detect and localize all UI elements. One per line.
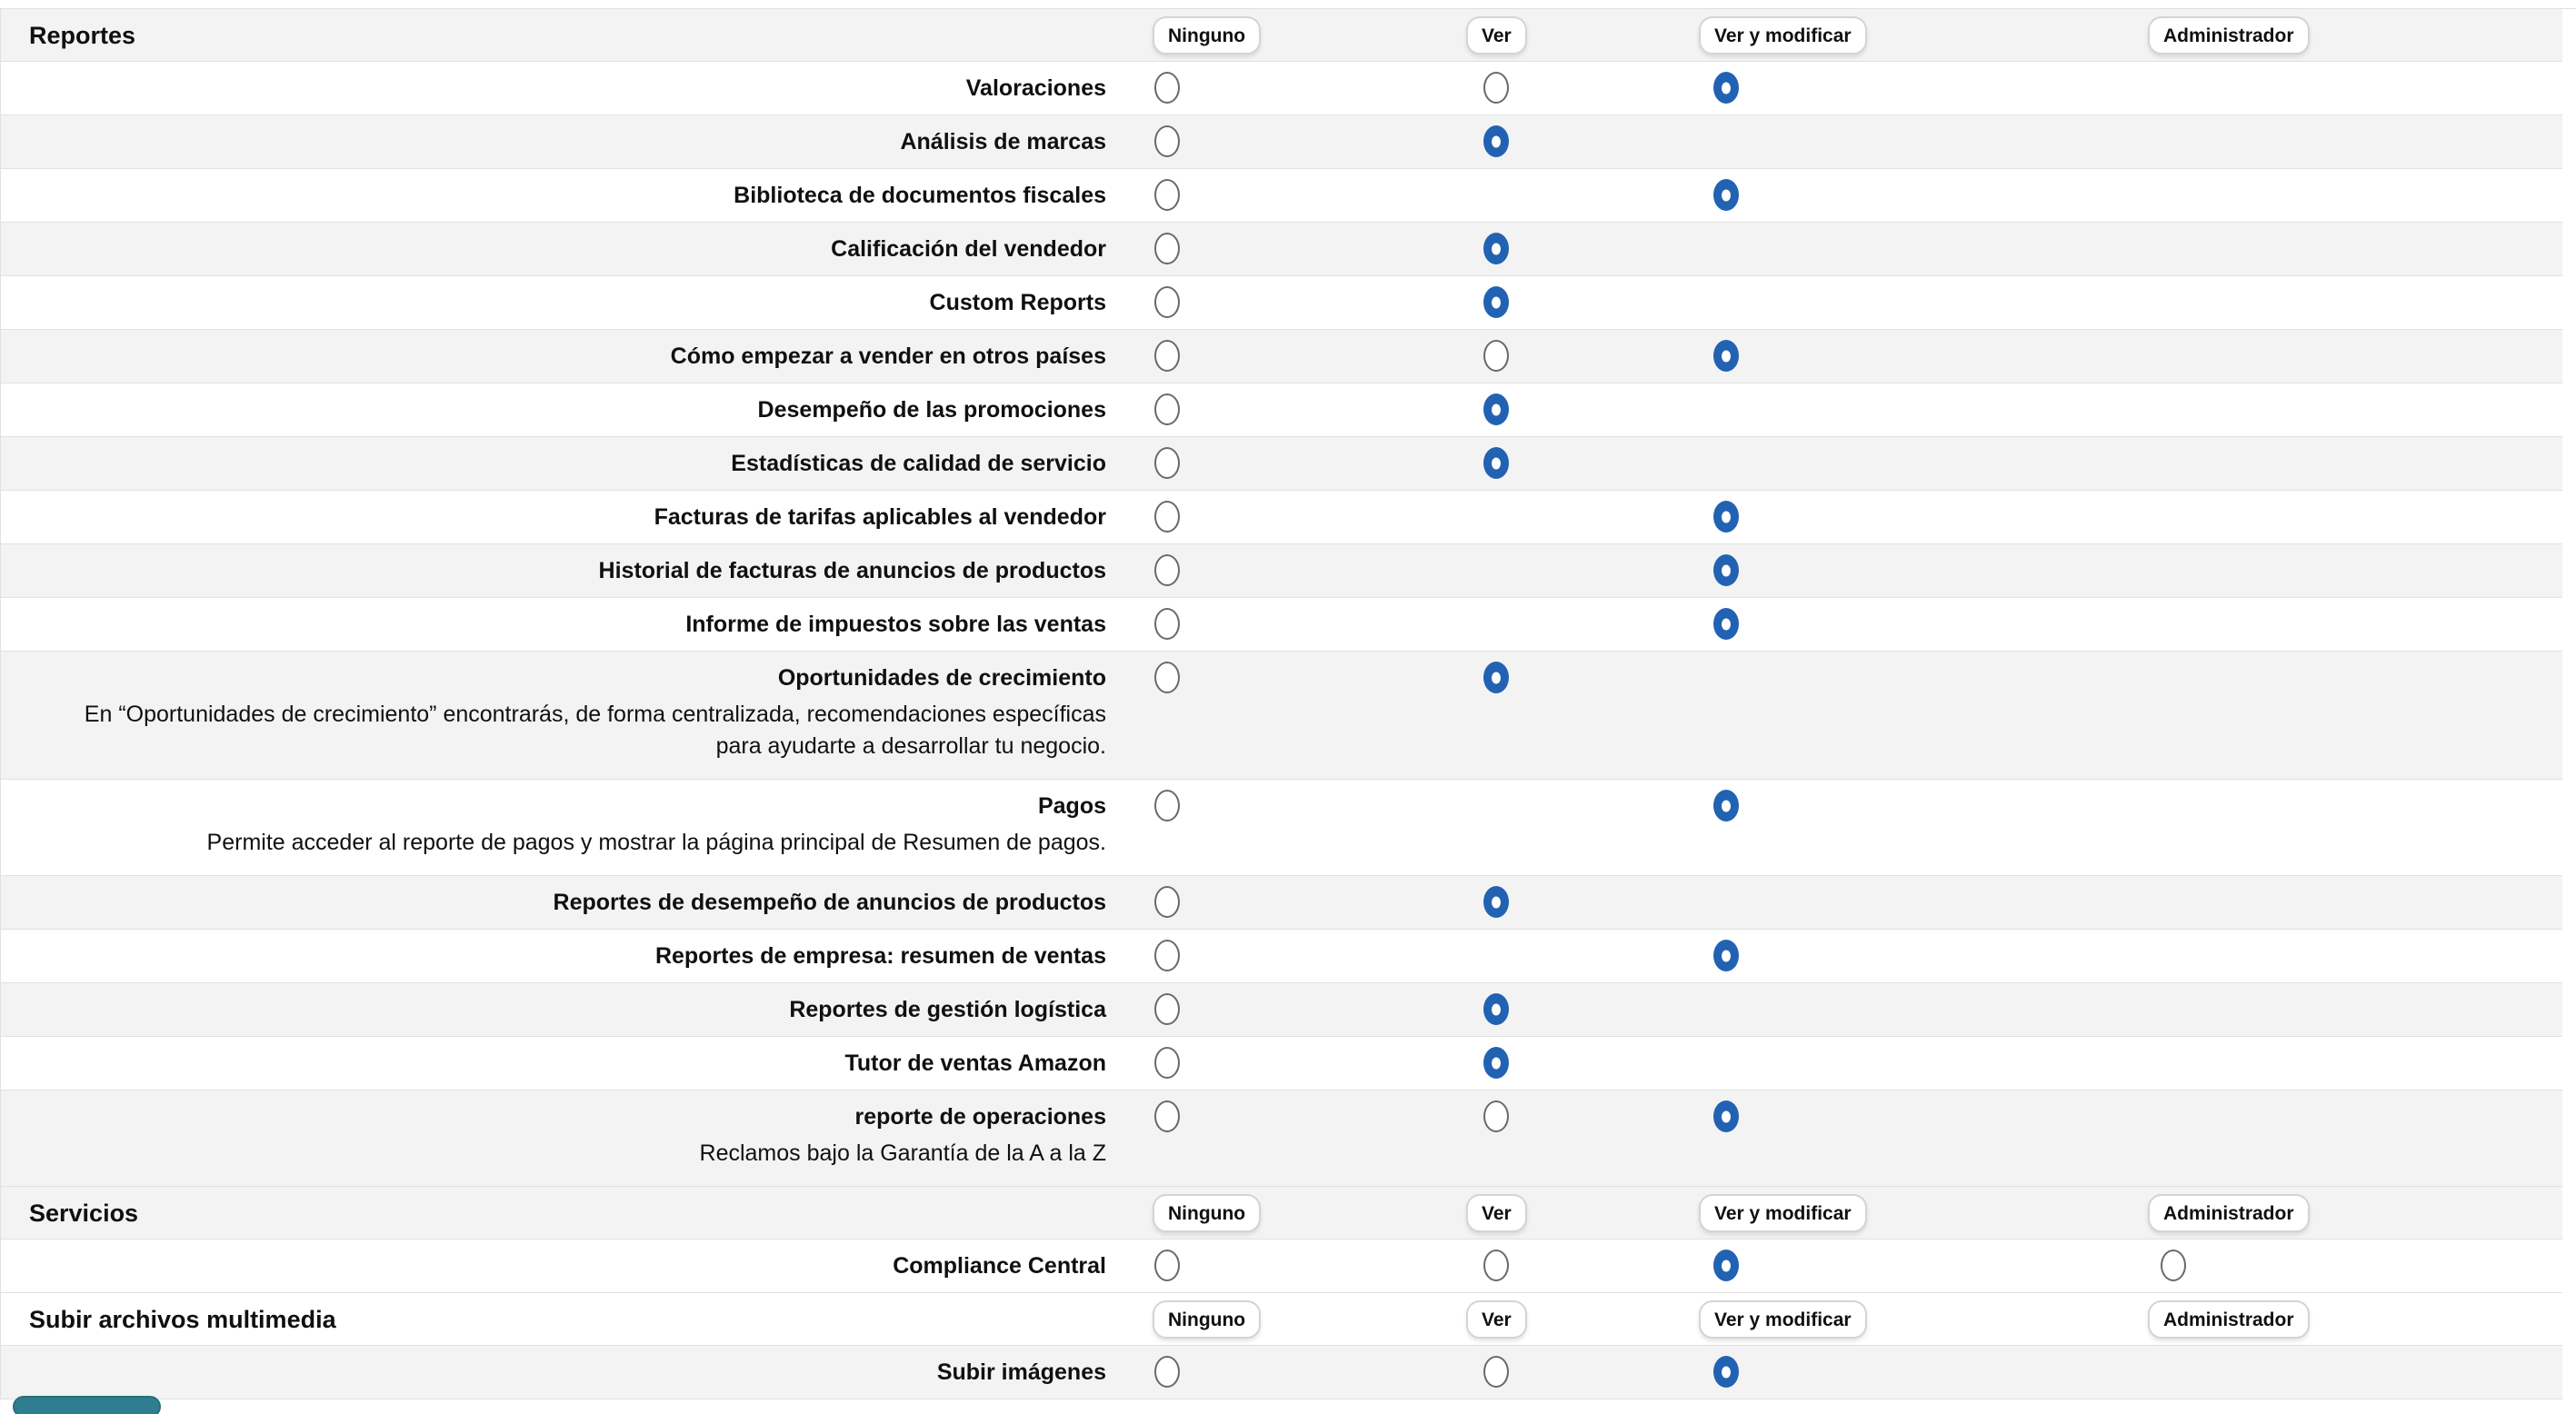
permission-label: Tutor de ventas Amazon xyxy=(844,1050,1106,1076)
radio-ninguno-unchecked[interactable] xyxy=(1154,554,1180,586)
level-button-ver[interactable]: Ver xyxy=(1466,1300,1527,1339)
permission-label: Reportes de desempeño de anuncios de productos xyxy=(553,889,1106,915)
row-label-wrap xyxy=(1,491,1106,543)
level-button-administrador[interactable]: Administrador xyxy=(2148,16,2310,55)
radio-ninguno-unchecked[interactable] xyxy=(1154,447,1180,479)
row-label-wrap xyxy=(1,276,1106,329)
permission-label: Análisis de marcas xyxy=(900,128,1106,154)
radio-ver-unchecked[interactable] xyxy=(1483,1250,1509,1281)
radio-ver-checked[interactable] xyxy=(1483,286,1509,318)
permission-label: Oportunidades de crecimiento xyxy=(777,664,1106,691)
permission-row-desempeno-de-las-promociones xyxy=(1,383,2562,437)
radio-ver-y-modificar-checked[interactable] xyxy=(1713,72,1739,104)
radio-ninguno-unchecked[interactable] xyxy=(1154,790,1180,822)
row-label-wrap xyxy=(1,330,1106,383)
permission-row-custom-reports xyxy=(1,276,2562,330)
permission-description: Permite acceder al reporte de pagos y mostrar la página principal de Resumen de pagos. xyxy=(206,830,1106,855)
permission-row-calificacion-del-vendedor xyxy=(1,223,2562,276)
permission-row-analisis-de-marcas xyxy=(1,115,2562,169)
radio-ninguno-unchecked[interactable] xyxy=(1154,340,1180,372)
permission-row-compliance-central xyxy=(1,1240,2562,1293)
radio-ver-unchecked[interactable] xyxy=(1483,340,1509,372)
permission-label: Compliance Central xyxy=(893,1252,1106,1279)
permissions-table xyxy=(0,9,2562,1399)
radio-ver-unchecked[interactable] xyxy=(1483,72,1509,104)
section-title: Reportes xyxy=(29,22,136,49)
row-label-wrap xyxy=(1,598,1106,651)
radio-ninguno-unchecked[interactable] xyxy=(1154,940,1180,971)
level-button-ver-y-modificar[interactable]: Ver y modificar xyxy=(1699,1300,1867,1339)
radio-ninguno-unchecked[interactable] xyxy=(1154,393,1180,425)
row-label-wrap xyxy=(1,930,1106,982)
permission-label: Reportes de empresa: resumen de ventas xyxy=(654,942,1106,969)
row-label-wrap xyxy=(1,115,1106,168)
radio-ninguno-unchecked[interactable] xyxy=(1154,1250,1180,1281)
radio-ninguno-unchecked[interactable] xyxy=(1154,1047,1180,1079)
radio-ver-y-modificar-checked[interactable] xyxy=(1713,790,1739,822)
level-button-ninguno[interactable]: Ninguno xyxy=(1153,1300,1261,1339)
radio-ver-checked[interactable] xyxy=(1483,233,1509,264)
radio-ninguno-unchecked[interactable] xyxy=(1154,179,1180,211)
level-button-ninguno[interactable]: Ninguno xyxy=(1153,1194,1261,1232)
permission-row-informe-de-impuestos-sobre-las-ventas xyxy=(1,598,2562,652)
row-label-wrap xyxy=(1,437,1106,490)
permission-label: Facturas de tarifas aplicables al vendedor xyxy=(654,503,1106,530)
permission-row-biblioteca-de-documentos-fiscales xyxy=(1,169,2562,223)
row-label-wrap xyxy=(1,383,1106,436)
permission-label: Cómo empezar a vender en otros países xyxy=(670,343,1106,369)
radio-ver-checked[interactable] xyxy=(1483,125,1509,157)
radio-ver-unchecked[interactable] xyxy=(1483,1100,1509,1132)
row-label-wrap xyxy=(1,1346,1106,1399)
row-label-wrap xyxy=(1,652,1106,779)
radio-ver-checked[interactable] xyxy=(1483,993,1509,1025)
radio-ninguno-unchecked[interactable] xyxy=(1154,233,1180,264)
level-button-ver[interactable]: Ver xyxy=(1466,1194,1527,1232)
row-label-wrap xyxy=(1,876,1106,929)
radio-ninguno-unchecked[interactable] xyxy=(1154,662,1180,693)
permission-label: Biblioteca de documentos fiscales xyxy=(734,182,1106,208)
permission-description: En “Oportunidades de crecimiento” encontrarás, de forma centralizada, recomendaciones específicas para ayudarte a desarrollar tu negocio. xyxy=(84,702,1106,759)
permission-row-pagos xyxy=(1,780,2562,876)
radio-ver-y-modificar-checked[interactable] xyxy=(1713,554,1739,586)
radio-ninguno-unchecked[interactable] xyxy=(1154,1100,1180,1132)
permission-row-valoraciones xyxy=(1,62,2562,115)
section-header-subir-archivos-multimedia xyxy=(1,1293,2562,1346)
level-button-ninguno[interactable]: Ninguno xyxy=(1153,16,1261,55)
radio-ninguno-unchecked[interactable] xyxy=(1154,72,1180,104)
permission-description: Reclamos bajo la Garantía de la A a la Z xyxy=(699,1140,1106,1166)
radio-ver-checked[interactable] xyxy=(1483,447,1509,479)
radio-ver-y-modificar-checked[interactable] xyxy=(1713,940,1739,971)
permission-row-tutor-de-ventas-amazon xyxy=(1,1037,2562,1090)
radio-ninguno-unchecked[interactable] xyxy=(1154,1356,1180,1388)
radio-ninguno-unchecked[interactable] xyxy=(1154,286,1180,318)
permission-label: Custom Reports xyxy=(929,289,1106,315)
partial-action-button[interactable] xyxy=(13,1396,161,1414)
radio-ver-checked[interactable] xyxy=(1483,886,1509,918)
clipped-row-above xyxy=(0,0,2576,9)
permission-label: Pagos xyxy=(1037,792,1106,819)
radio-ver-y-modificar-checked[interactable] xyxy=(1713,179,1739,211)
radio-ninguno-unchecked[interactable] xyxy=(1154,886,1180,918)
row-label-wrap xyxy=(1,1037,1106,1090)
row-label-wrap xyxy=(1,223,1106,275)
permission-label: reporte de operaciones xyxy=(854,1103,1106,1130)
radio-ver-y-modificar-checked[interactable] xyxy=(1713,501,1739,533)
radio-ver-y-modificar-checked[interactable] xyxy=(1713,1100,1739,1132)
radio-ver-checked[interactable] xyxy=(1483,393,1509,425)
permission-row-historial-de-facturas-de-anuncios-de-productos xyxy=(1,544,2562,598)
row-label-wrap xyxy=(1,780,1106,875)
permission-row-reportes-de-gestion-logistica xyxy=(1,983,2562,1037)
radio-ver-y-modificar-checked[interactable] xyxy=(1713,608,1739,640)
permission-row-reportes-de-empresa-resumen-de-ventas xyxy=(1,930,2562,983)
permission-label: Informe de impuestos sobre las ventas xyxy=(685,611,1106,637)
permission-row-facturas-de-tarifas-aplicables-al-vendedor xyxy=(1,491,2562,544)
level-button-administrador[interactable]: Administrador xyxy=(2148,1300,2310,1339)
level-button-administrador[interactable]: Administrador xyxy=(2148,1194,2310,1232)
radio-ninguno-unchecked[interactable] xyxy=(1154,993,1180,1025)
radio-ver-y-modificar-checked[interactable] xyxy=(1713,340,1739,372)
row-label-wrap xyxy=(1,1240,1106,1292)
permission-label: Estadísticas de calidad de servicio xyxy=(731,450,1106,476)
level-button-ver-y-modificar[interactable]: Ver y modificar xyxy=(1699,1194,1867,1232)
row-label-wrap xyxy=(1,544,1106,597)
permission-label: Desempeño de las promociones xyxy=(757,396,1106,423)
section-header-servicios xyxy=(1,1187,2562,1240)
permission-label: Valoraciones xyxy=(965,75,1106,101)
radio-ver-unchecked[interactable] xyxy=(1483,1356,1509,1388)
radio-administrador-unchecked[interactable] xyxy=(2161,1250,2186,1281)
permission-label: Subir imágenes xyxy=(936,1359,1106,1385)
permission-row-reporte-de-operaciones xyxy=(1,1090,2562,1187)
row-label-wrap xyxy=(1,62,1106,115)
radio-ver-y-modificar-checked[interactable] xyxy=(1713,1356,1739,1388)
radio-ninguno-unchecked[interactable] xyxy=(1154,125,1180,157)
permission-row-como-empezar-a-vender-en-otros-paises xyxy=(1,330,2562,383)
row-label-wrap xyxy=(1,169,1106,222)
radio-ninguno-unchecked[interactable] xyxy=(1154,608,1180,640)
permission-row-estadisticas-de-calidad-de-servicio xyxy=(1,437,2562,491)
radio-ver-checked[interactable] xyxy=(1483,1047,1509,1079)
permission-row-oportunidades-de-crecimiento xyxy=(1,652,2562,780)
permission-label: Historial de facturas de anuncios de productos xyxy=(598,557,1106,583)
row-label-wrap xyxy=(1,1090,1106,1186)
radio-ver-y-modificar-checked[interactable] xyxy=(1713,1250,1739,1281)
section-header-reportes xyxy=(1,9,2562,62)
permission-label: Reportes de gestión logística xyxy=(789,996,1106,1022)
radio-ver-checked[interactable] xyxy=(1483,662,1509,693)
level-button-ver-y-modificar[interactable]: Ver y modificar xyxy=(1699,16,1867,55)
permission-label: Calificación del vendedor xyxy=(831,235,1106,262)
radio-ninguno-unchecked[interactable] xyxy=(1154,501,1180,533)
section-title: Servicios xyxy=(29,1200,139,1227)
permission-row-subir-imagenes xyxy=(1,1346,2562,1399)
row-label-wrap xyxy=(1,983,1106,1036)
level-button-ver[interactable]: Ver xyxy=(1466,16,1527,55)
section-title: Subir archivos multimedia xyxy=(29,1306,336,1333)
permission-row-reportes-de-desempeno-de-anuncios-de-productos xyxy=(1,876,2562,930)
